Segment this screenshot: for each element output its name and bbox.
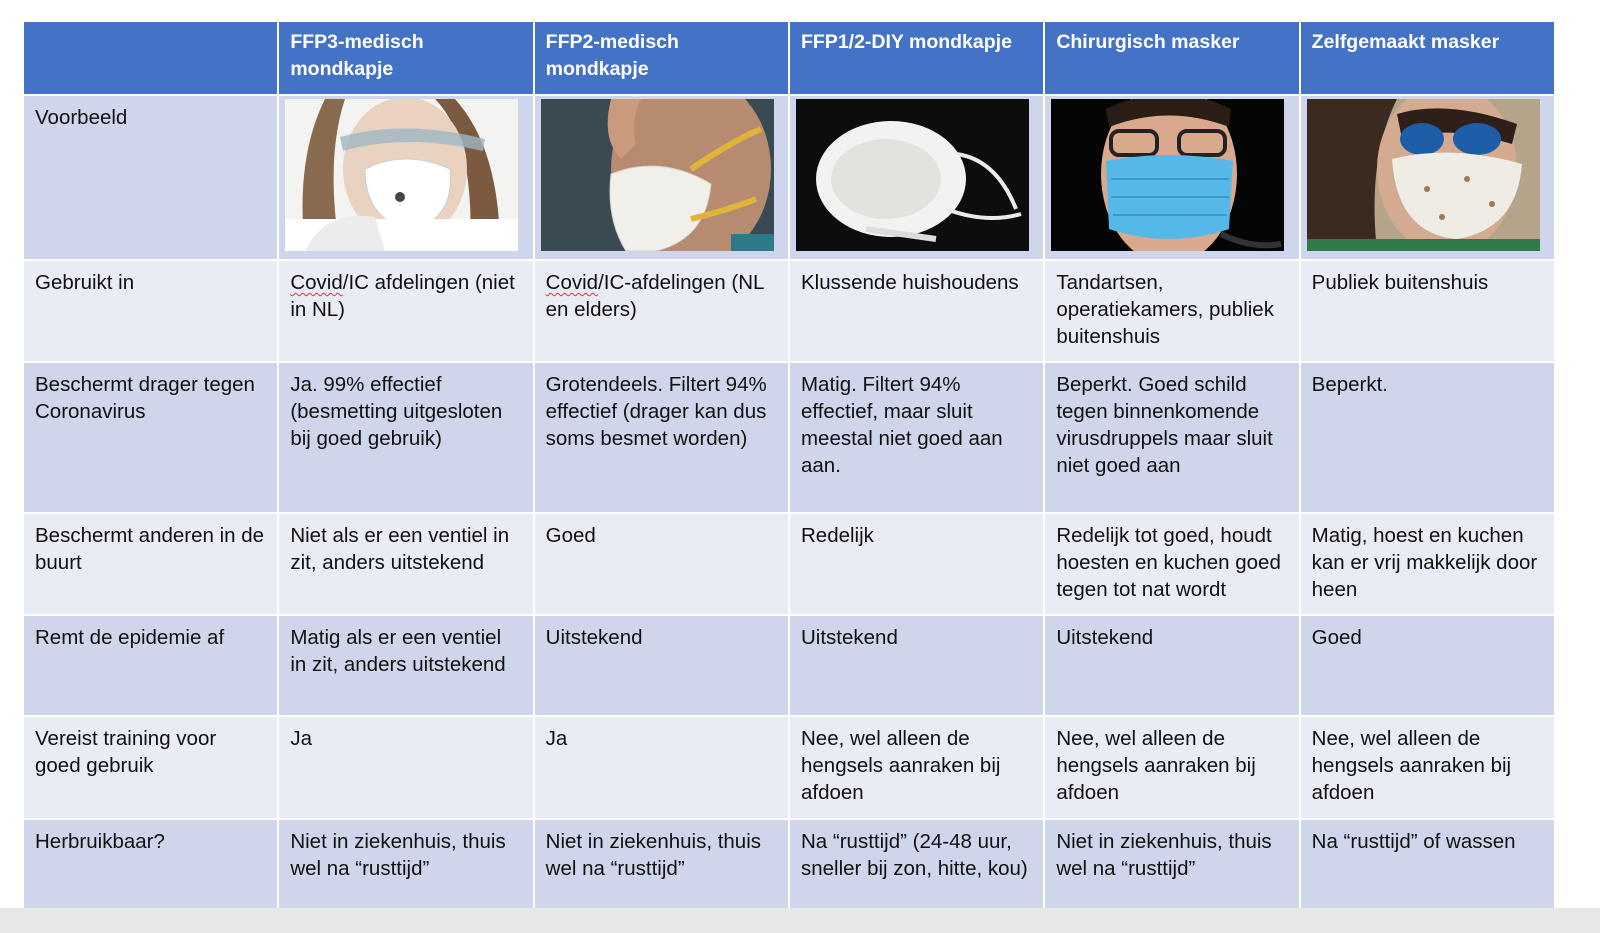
ffp3-mask-photo <box>285 99 518 251</box>
row-label-example: Voorbeeld <box>24 96 277 259</box>
row-used-in <box>24 261 1554 361</box>
cell-others-homemade: Matig, hoest en kuchen kan er vrij makkelijk door heen <box>1301 514 1554 614</box>
header-ffp1-diy: FFP1/2-DIY mondkapje <box>790 22 1043 94</box>
row-label-training: Vereist training voor goed gebruik <box>24 717 277 818</box>
cell-slows-homemade: Goed <box>1301 616 1554 715</box>
cell-protect-homemade: Beperkt. <box>1301 363 1554 512</box>
cell-used-ffp2-spell: Covid <box>545 271 599 294</box>
surgical-photo-drawing <box>1051 99 1284 251</box>
cell-training-ffp3: Ja <box>279 717 532 818</box>
ffp3-photo-drawing <box>285 99 518 251</box>
row-slows-epidemic <box>24 616 1554 715</box>
cell-example-ffp2 <box>535 96 788 259</box>
surgical-mask-photo <box>1051 99 1284 251</box>
cell-used-surgical <box>1045 261 1298 361</box>
cell-used-surgical-pre: Tandartsen, operatiekamers, publiek buitenshuis <box>1056 271 1274 348</box>
cell-training-ffp1-diy: Nee, wel alleen de hengsels aanraken bij afdoen <box>790 717 1043 818</box>
cell-training-surgical: Nee, wel alleen de hengsels aanraken bij afdoen <box>1045 717 1298 818</box>
cell-others-ffp3: Niet als er een ventiel in zit, anders uitstekend <box>279 514 532 614</box>
comparison-table-wrapper <box>22 20 1556 920</box>
header-ffp3: FFP3-medisch mondkapje <box>279 22 532 94</box>
cell-training-ffp2: Ja <box>535 717 788 818</box>
ffp2-mask-photo <box>541 99 774 251</box>
cell-protect-ffp3: Ja. 99% effectief (besmetting uitgesloten bij goed gebruik) <box>279 363 532 512</box>
cell-others-ffp1-diy: Redelijk <box>790 514 1043 614</box>
cell-others-ffp2: Goed <box>535 514 788 614</box>
cell-used-ffp1-pre: Klussende huishoudens <box>800 271 1019 294</box>
cell-reuse-surgical: Niet in ziekenhuis, thuis wel na “rusttijd” <box>1045 820 1298 918</box>
homemade-photo-drawing <box>1307 99 1540 251</box>
cell-used-ffp2 <box>535 261 788 361</box>
row-protects-wearer <box>24 363 1554 512</box>
cell-reuse-ffp1-diy: Na “rusttijd” (24-48 uur, sneller bij zon, hitte, kou) <box>790 820 1043 918</box>
cell-reuse-ffp3: Niet in ziekenhuis, thuis wel na “rusttijd” <box>279 820 532 918</box>
ffp2-photo-drawing <box>541 99 774 251</box>
cell-protect-ffp1-diy: Matig. Filtert 94% effectief, maar sluit meestal niet goed aan aan. <box>790 363 1043 512</box>
cell-example-ffp1-diy <box>790 96 1043 259</box>
cell-reuse-homemade: Na “rusttijd” of wassen <box>1301 820 1554 918</box>
cell-example-homemade <box>1301 96 1554 259</box>
cell-protect-ffp2: Grotendeels. Filtert 94% effectief (drager kan dus soms besmet worden) <box>535 363 788 512</box>
row-label-protects-wearer: Beschermt drager tegen Coronavirus <box>24 363 277 512</box>
row-label-slows-epidemic: Remt de epidemie af <box>24 616 277 715</box>
row-example <box>24 96 1554 259</box>
row-label-reusable: Herbruikbaar? <box>24 820 277 918</box>
header-surgical: Chirurgisch masker <box>1045 22 1298 94</box>
cell-used-ffp1-diy <box>790 261 1043 361</box>
cell-slows-surgical: Uitstekend <box>1045 616 1298 715</box>
cell-example-surgical <box>1045 96 1298 259</box>
cell-example-ffp3 <box>279 96 532 259</box>
row-label-used-in: Gebruikt in <box>24 261 277 361</box>
cell-reuse-ffp2: Niet in ziekenhuis, thuis wel na “rusttijd” <box>535 820 788 918</box>
header-homemade: Zelfgemaakt masker <box>1301 22 1554 94</box>
cell-protect-surgical: Beperkt. Goed schild tegen binnenkomende virusdruppels maar sluit niet goed aan <box>1045 363 1298 512</box>
cell-slows-ffp1-diy: Uitstekend <box>790 616 1043 715</box>
cell-used-homemade-pre: Publiek buitenshuis <box>1311 271 1489 294</box>
ffp1-diy-mask-photo <box>796 99 1029 251</box>
row-label-protects-others: Beschermt anderen in de buurt <box>24 514 277 614</box>
mask-comparison-table <box>22 20 1556 920</box>
cell-used-ffp3-post: /IC afdelingen (niet in NL) <box>290 271 515 321</box>
cell-slows-ffp2: Uitstekend <box>535 616 788 715</box>
header-ffp2: FFP2-medisch mondkapje <box>535 22 788 94</box>
cell-used-homemade <box>1301 261 1554 361</box>
cell-slows-ffp3: Matig als er een ventiel in zit, anders uitstekend <box>279 616 532 715</box>
header-empty <box>24 22 277 94</box>
cell-used-ffp2-post: /IC-afdelingen (NL en elders) <box>545 271 764 321</box>
bottom-strip <box>0 908 1600 933</box>
cell-others-surgical: Redelijk tot goed, houdt hoesten en kuchen goed tegen tot nat wordt <box>1045 514 1298 614</box>
row-protects-others <box>24 514 1554 614</box>
header-row <box>24 22 1554 94</box>
homemade-mask-photo <box>1307 99 1540 251</box>
cell-training-homemade: Nee, wel alleen de hengsels aanraken bij afdoen <box>1301 717 1554 818</box>
row-training <box>24 717 1554 818</box>
ffp1-photo-drawing <box>796 99 1029 251</box>
row-reusable <box>24 820 1554 918</box>
cell-used-ffp3-spell: Covid <box>290 271 343 294</box>
cell-used-ffp3 <box>279 261 532 361</box>
